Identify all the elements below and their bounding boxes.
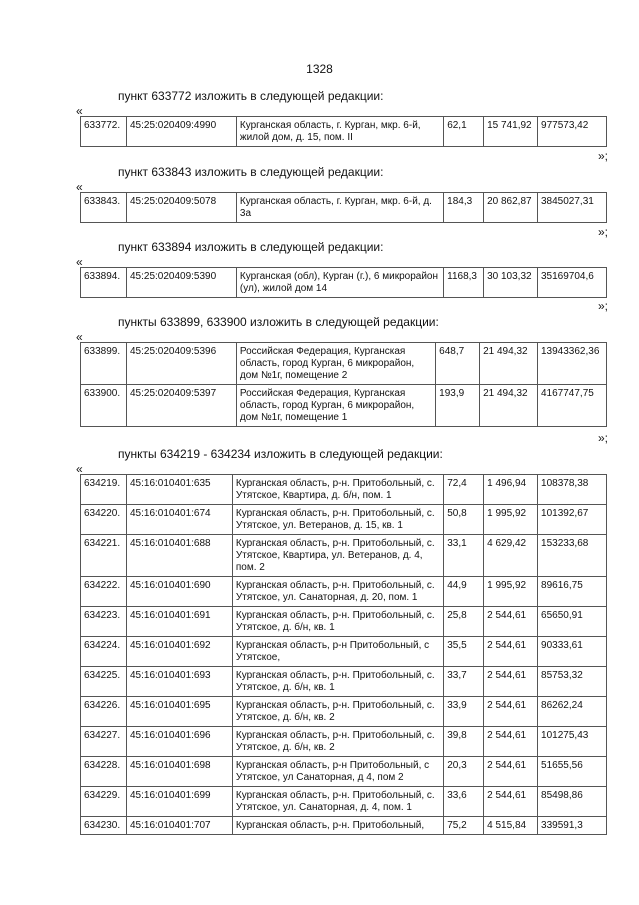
row-number: 634222. [81,577,127,607]
open-quote: « [76,180,83,194]
address: Курганская область, р-н. Притобольный, с. Утятское, ул. Санаторная, д. 4, пом. 1 [232,787,443,817]
data-table [80,474,607,835]
table-row [81,727,607,757]
address: Курганская область, р-н. Притобольный, [232,817,443,835]
unit-value: 4 515,84 [484,817,538,835]
unit-value: 20 862,87 [484,193,538,223]
cadastral-number: 45:16:010401:691 [126,607,232,637]
address: Курганская область, р-н. Притобольный, с. Утятское, д. б/н, кв. 2 [232,697,443,727]
cadastral-value: 339591,3 [538,817,607,835]
area: 75,2 [444,817,484,835]
cadastral-value: 86262,24 [538,697,607,727]
cadastral-number: 45:16:010401:707 [126,817,232,835]
cadastral-number: 45:25:020409:5078 [126,193,236,223]
cadastral-number: 45:25:020409:5396 [126,343,236,385]
unit-value: 2 544,61 [484,607,538,637]
table-row [81,268,607,298]
cadastral-number: 45:16:010401:693 [126,667,232,697]
area: 648,7 [436,343,480,385]
cadastral-value: 85753,32 [538,667,607,697]
page-number: 1328 [306,62,333,76]
address: Курганская область, р-н. Притобольный, с. Утятское, Квартира, ул. Ветеранов, д. 4, пом. 2 [232,535,443,577]
section-heading: пункт 633772 изложить в следующей редакции: [118,89,384,103]
row-number: 634228. [81,757,127,787]
area: 35,5 [444,637,484,667]
unit-value: 21 494,32 [480,343,538,385]
table-row [81,817,607,835]
address: Курганская область, р-н. Притобольный, с. Утятское, д. б/н, кв. 1 [232,607,443,637]
area: 72,4 [444,475,484,505]
unit-value: 30 103,32 [484,268,538,298]
row-number: 634220. [81,505,127,535]
cadastral-number: 45:16:010401:695 [126,697,232,727]
address: Курганская область, г. Курган, мкр. 6-й, д. 3а [236,193,443,223]
row-number: 634224. [81,637,127,667]
area: 25,8 [444,607,484,637]
cadastral-number: 45:16:010401:699 [126,787,232,817]
close-quote: »; [597,431,608,445]
open-quote: « [76,104,83,118]
table-row [81,787,607,817]
table-row [81,475,607,505]
address: Курганская область, р-н. Притобольный, с. Утятское, Квартира, д. б/н, пом. 1 [232,475,443,505]
data-table [80,192,607,223]
cadastral-number: 45:25:020409:5390 [126,268,236,298]
cadastral-value: 51655,56 [538,757,607,787]
close-quote: »; [597,225,608,239]
table-row [81,385,607,427]
unit-value: 1 496,94 [484,475,538,505]
row-number: 633843. [81,193,127,223]
cadastral-value: 4167747,75 [537,385,606,427]
address: Курганская область, г. Курган, мкр. 6-й, жилой дом, д. 15, пом. II [236,117,443,147]
area: 44,9 [444,577,484,607]
cadastral-number: 45:16:010401:690 [126,577,232,607]
section-heading: пункты 634219 - 634234 изложить в следующей редакции: [118,447,443,461]
unit-value: 2 544,61 [484,637,538,667]
unit-value: 2 544,61 [484,757,538,787]
table-row [81,667,607,697]
unit-value: 15 741,92 [484,117,538,147]
row-number: 634230. [81,817,127,835]
area: 184,3 [444,193,484,223]
data-table [80,116,607,147]
cadastral-value: 977573,42 [538,117,607,147]
table-row [81,757,607,787]
table-row [81,697,607,727]
cadastral-number: 45:25:020409:4990 [126,117,236,147]
cadastral-value: 13943362,36 [537,343,606,385]
cadastral-value: 85498,86 [538,787,607,817]
cadastral-value: 3845027,31 [538,193,607,223]
table-row [81,607,607,637]
cadastral-value: 90333,61 [538,637,607,667]
table-row [81,535,607,577]
area: 50,8 [444,505,484,535]
cadastral-number: 45:16:010401:696 [126,727,232,757]
data-table [80,342,607,427]
table-row [81,193,607,223]
row-number: 634223. [81,607,127,637]
cadastral-value: 101275,43 [538,727,607,757]
open-quote: « [76,330,83,344]
area: 62,1 [444,117,484,147]
cadastral-number: 45:16:010401:692 [126,637,232,667]
cadastral-number: 45:16:010401:688 [126,535,232,577]
section-heading: пункты 633899, 633900 изложить в следующей редакции: [118,315,439,329]
cadastral-number: 45:16:010401:635 [126,475,232,505]
table-row [81,637,607,667]
address: Курганская область, р-н Притобольный, с Утятское, [232,637,443,667]
address: Курганская область, р-н. Притобольный, с. Утятское, д. б/н, кв. 2 [232,727,443,757]
cadastral-number: 45:16:010401:674 [126,505,232,535]
row-number: 634221. [81,535,127,577]
row-number: 634226. [81,697,127,727]
row-number: 634229. [81,787,127,817]
table-row [81,117,607,147]
cadastral-value: 89616,75 [538,577,607,607]
cadastral-number: 45:25:020409:5397 [126,385,236,427]
open-quote: « [76,255,83,269]
unit-value: 21 494,32 [480,385,538,427]
address: Курганская (обл), Курган (г.), 6 микрорайон (ул), жилой дом 14 [236,268,443,298]
row-number: 634227. [81,727,127,757]
row-number: 633899. [81,343,127,385]
row-number: 633772. [81,117,127,147]
row-number: 633900. [81,385,127,427]
unit-value: 2 544,61 [484,787,538,817]
address: Курганская область, р-н. Притобольный, с. Утятское, ул. Санаторная, д. 20, пом. 1 [232,577,443,607]
area: 193,9 [436,385,480,427]
cadastral-value: 35169704,6 [538,268,607,298]
row-number: 633894. [81,268,127,298]
area: 39,8 [444,727,484,757]
section-heading: пункт 633843 изложить в следующей редакции: [118,165,384,179]
row-number: 634219. [81,475,127,505]
unit-value: 2 544,61 [484,667,538,697]
address: Курганская область, р-н Притобольный, с Утятское, ул Санаторная, д 4, пом 2 [232,757,443,787]
open-quote: « [76,462,83,476]
address: Курганская область, р-н. Притобольный, с. Утятское, д. б/н, кв. 1 [232,667,443,697]
unit-value: 2 544,61 [484,697,538,727]
table-row [81,577,607,607]
unit-value: 4 629,42 [484,535,538,577]
cadastral-value: 108378,38 [538,475,607,505]
unit-value: 2 544,61 [484,727,538,757]
address: Российская Федерация, Курганская область, город Курган, 6 микрорайон, дом №1г, помещение 1 [236,385,435,427]
area: 33,9 [444,697,484,727]
row-number: 634225. [81,667,127,697]
address: Российская Федерация, Курганская область, город Курган, 6 микрорайон, дом №1г, помещение 2 [236,343,435,385]
area: 33,6 [444,787,484,817]
address: Курганская область, р-н. Притобольный, с. Утятское, ул. Ветеранов, д. 15, кв. 1 [232,505,443,535]
cadastral-value: 153233,68 [538,535,607,577]
close-quote: »; [597,299,608,313]
data-table [80,267,607,298]
area: 1168,3 [444,268,484,298]
table-row [81,343,607,385]
area: 33,7 [444,667,484,697]
close-quote: »; [597,149,608,163]
section-heading: пункт 633894 изложить в следующей редакции: [118,240,384,254]
cadastral-value: 65650,91 [538,607,607,637]
cadastral-number: 45:16:010401:698 [126,757,232,787]
table-row [81,505,607,535]
area: 20,3 [444,757,484,787]
unit-value: 1 995,92 [484,577,538,607]
cadastral-value: 101392,67 [538,505,607,535]
area: 33,1 [444,535,484,577]
unit-value: 1 995,92 [484,505,538,535]
